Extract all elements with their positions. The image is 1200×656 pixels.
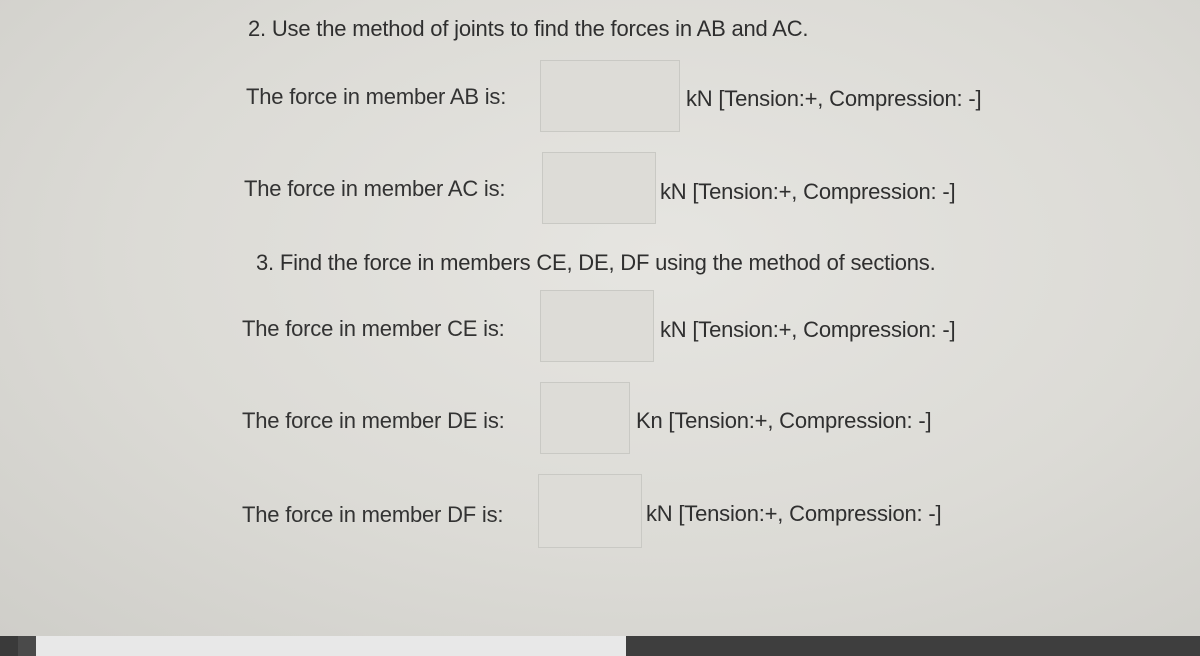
member-df-label: The force in member DF is: — [242, 502, 504, 527]
member-ab-unit: kN [Tension:+, Compression: -] — [686, 86, 982, 111]
member-ac-unit: kN [Tension:+, Compression: -] — [660, 179, 956, 204]
member-de-unit: Kn [Tension:+, Compression: -] — [636, 408, 932, 433]
member-ab-input[interactable] — [540, 60, 680, 132]
member-df-input[interactable] — [538, 474, 642, 548]
bottom-bar — [0, 636, 1200, 656]
member-ce-input[interactable] — [540, 290, 654, 362]
member-de-label: The force in member DE is: — [242, 408, 505, 433]
member-ac-label: The force in member AC is: — [244, 176, 506, 201]
member-de-input[interactable] — [540, 382, 630, 454]
member-ac-input[interactable] — [542, 152, 656, 224]
bottom-bar-panel — [36, 636, 626, 656]
member-df-unit: kN [Tension:+, Compression: -] — [646, 501, 942, 526]
member-ab-label: The force in member AB is: — [246, 84, 507, 109]
member-ce-label: The force in member CE is: — [242, 316, 505, 341]
question-2-title: 2. Use the method of joints to find the forces in AB and AC. — [248, 16, 809, 41]
question-3-title: 3. Find the force in members CE, DE, DF using the method of sections. — [256, 250, 936, 275]
bottom-bar-edge — [0, 636, 18, 656]
member-ce-unit: kN [Tension:+, Compression: -] — [660, 317, 956, 342]
bottom-bar-right — [626, 636, 1200, 656]
